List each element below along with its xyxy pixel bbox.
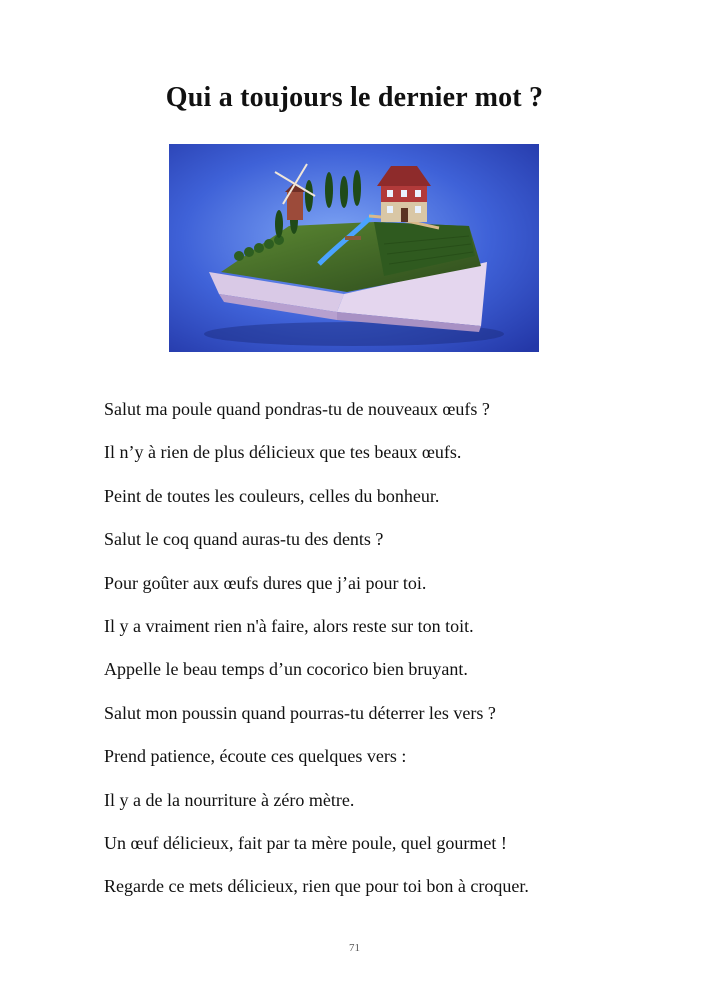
poem-line: Salut le coq quand auras-tu des dents ? [104,529,384,550]
poem-line: Peint de toutes les couleurs, celles du bonheur. [104,485,440,506]
poem-line: Il y a de la nourriture à zéro mètre. [104,789,355,810]
poem-line: Il y a vraiment rien n'à faire, alors reste sur ton toit. [104,615,474,636]
poem-line: Pour goûter aux œufs dures que j’ai pour toi. [104,572,427,593]
poem-line: Un œuf délicieux, fait par ta mère poule, quel gourmet ! [104,832,507,853]
poem-line: Salut ma poule quand pondras-tu de nouveaux œufs ? [104,399,490,419]
pop-up-book-illustration [169,144,539,352]
poem-line: Appelle le beau temps d’un cocorico bien bruyant. [104,659,468,680]
page-number: 71 [349,942,360,954]
poem-line: Regarde ce mets délicieux, rien que pour toi bon à croquer. [104,876,529,897]
page-title: Qui a toujours le dernier mot ? [165,82,544,113]
poem [104,396,664,917]
poem-line: Il n’y à rien de plus délicieux que tes beaux œufs. [104,442,462,463]
poem-line: Salut mon poussin quand pourras-tu déterrer les vers ? [104,702,496,723]
poem-line: Prend patience, écoute ces quelques vers : [104,746,407,767]
